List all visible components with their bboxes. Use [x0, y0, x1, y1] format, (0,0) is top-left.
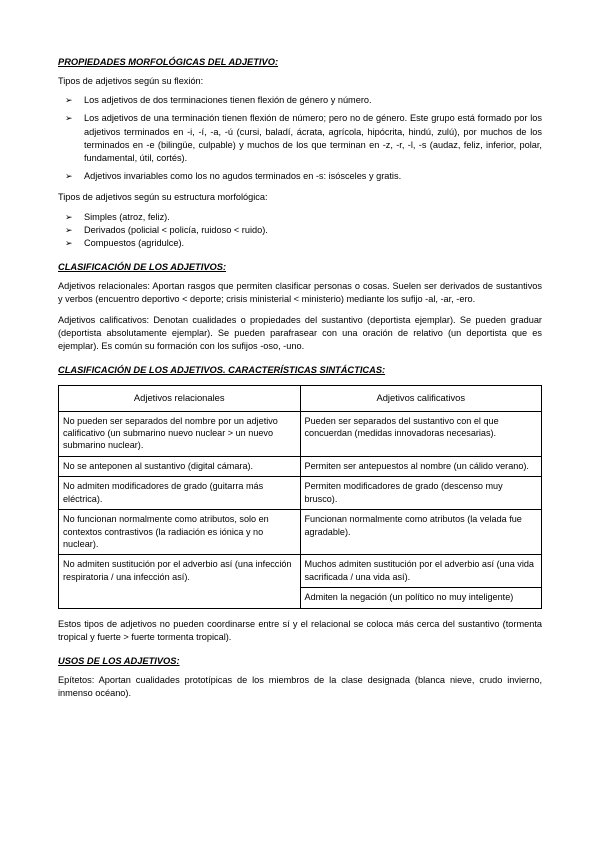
table-cell-calificativo: Pueden ser separados del sustantivo con el que concuerdan (medidas innovadoras necesarias).: [300, 411, 542, 456]
list-item: ➢ Derivados (policial < policía, ruidoso < ruido).: [84, 224, 542, 237]
list-item: ➢ Simples (atroz, feliz).: [84, 211, 542, 224]
table-header-row: [59, 386, 542, 411]
paragraph-epitetos: Epítetos: Aportan cualidades prototípicas de los miembros de la clase designada (blanca nieve, crudo invierno, inmenso océano).: [58, 674, 542, 699]
table-cell-relacional: No admiten sustitución por el adverbio así (una infección respiratoria / una infección así).: [59, 555, 301, 608]
section-title-sintacticas: CLASIFICACIÓN DE LOS ADJETIVOS. CARACTERÍSTICAS SINTÁCTICAS:: [58, 365, 386, 376]
table-row: [59, 477, 542, 510]
comparison-table: [58, 385, 542, 608]
arrow-bullet-icon: ➢: [65, 171, 73, 182]
list-item: ➢ Compuestos (agridulce).: [84, 237, 542, 250]
list-item: ➢ Adjetivos invariables como los no agudos terminados en -s: isósceles y gratis.: [84, 170, 542, 183]
table-note: Estos tipos de adjetivos no pueden coordinarse entre sí y el relacional se coloca más cerca del sustantivo (tormenta tropical y fuerte > fuerte tormenta tropical).: [58, 618, 542, 642]
table-cell-relacional: No funcionan normalmente como atributos, solo en contextos contrastivos (la radiación es iónica y no nuclear).: [59, 510, 301, 555]
flexion-intro: Tipos de adjetivos según su flexión:: [58, 76, 204, 86]
table-cell-calificativo: Admiten la negación (un político no muy inteligente): [300, 588, 542, 608]
arrow-bullet-icon: ➢: [65, 211, 73, 222]
arrow-bullet-icon: ➢: [65, 224, 73, 235]
table-row: [59, 555, 542, 588]
section-title-usos: USOS DE LOS ADJETIVOS:: [58, 655, 180, 666]
table-row: [59, 411, 542, 456]
table-row: [59, 456, 542, 476]
table-row: [59, 510, 542, 555]
estructura-list: [58, 211, 542, 251]
list-item: ➢ Los adjetivos de una terminación tienen flexión de número; pero no de género. Este grupo está formado por los adjetivos terminados en -i, -í, -a, -ú (cursi, baladí, ácrata, agrícola, hipócrita, hindú, zulú), por muchos de los terminados en -e (bilingüe, culpable) y muchos de los que terminan en -z, -r, -l, -s (audaz, feliz, inferior, polar, fundamental, útil, cortés).: [65, 113, 542, 164]
flexion-list: [58, 94, 542, 183]
arrow-bullet-icon: ➢: [65, 95, 73, 106]
column-header-relacionales: Adjetivos relacionales: [59, 386, 301, 411]
list-item: ➢ Los adjetivos de dos terminaciones tienen flexión de género y número.: [84, 94, 542, 107]
document-page: [58, 56, 542, 700]
paragraph-relacionales: Adjetivos relacionales: Aportan rasgos que permiten clasificar personas o cosas. Suelen ser derivados de sustantivos y verbos (encuentro deportivo < deporte; crisis ministerial < ministerio) mediante los sufijo -al, -ar, -ero.: [58, 281, 542, 305]
section-title-morfologicas: PROPIEDADES MORFOLÓGICAS DEL ADJETIVO:: [58, 57, 279, 67]
table-cell-calificativo: Permiten ser antepuestos al nombre (un cálido verano).: [300, 456, 542, 476]
table-cell-relacional: No pueden ser separados del nombre por un adjetivo calificativo (un submarino nuevo nuclear > un nuevo submarino nuclear).: [59, 411, 301, 456]
paragraph-calificativos: Adjetivos calificativos: Denotan cualidades o propiedades del sustantivo (deportista ejemplar). Se pueden graduar (deportista absolutamente ejemplar). Se pueden parafrasear con una oración de relativo (un deportista que es ejemplar). Es común su formación con los sufijos -oso, -uno.: [58, 314, 542, 352]
table-cell-relacional: No se anteponen al sustantivo (digital cámara).: [59, 456, 301, 476]
estructura-intro: Tipos de adjetivos según su estructura morfológica:: [58, 192, 268, 203]
table-cell-calificativo: Permiten modificadores de grado (descenso muy brusco).: [300, 477, 542, 510]
column-header-calificativos: Adjetivos calificativos: [300, 386, 542, 411]
table-cell-calificativo: Funcionan normalmente como atributos (la velada fue agradable).: [300, 510, 542, 555]
arrow-bullet-icon: ➢: [65, 238, 73, 249]
table-cell-calificativo: Muchos admiten sustitución por el adverbio así (una vida sacrificada / una vida así).: [300, 555, 542, 588]
table-cell-relacional: No admiten modificadores de grado (guitarra más eléctrica).: [59, 477, 301, 510]
arrow-bullet-icon: ➢: [65, 113, 73, 124]
section-title-clasificacion: CLASIFICACIÓN DE LOS ADJETIVOS:: [58, 262, 227, 273]
